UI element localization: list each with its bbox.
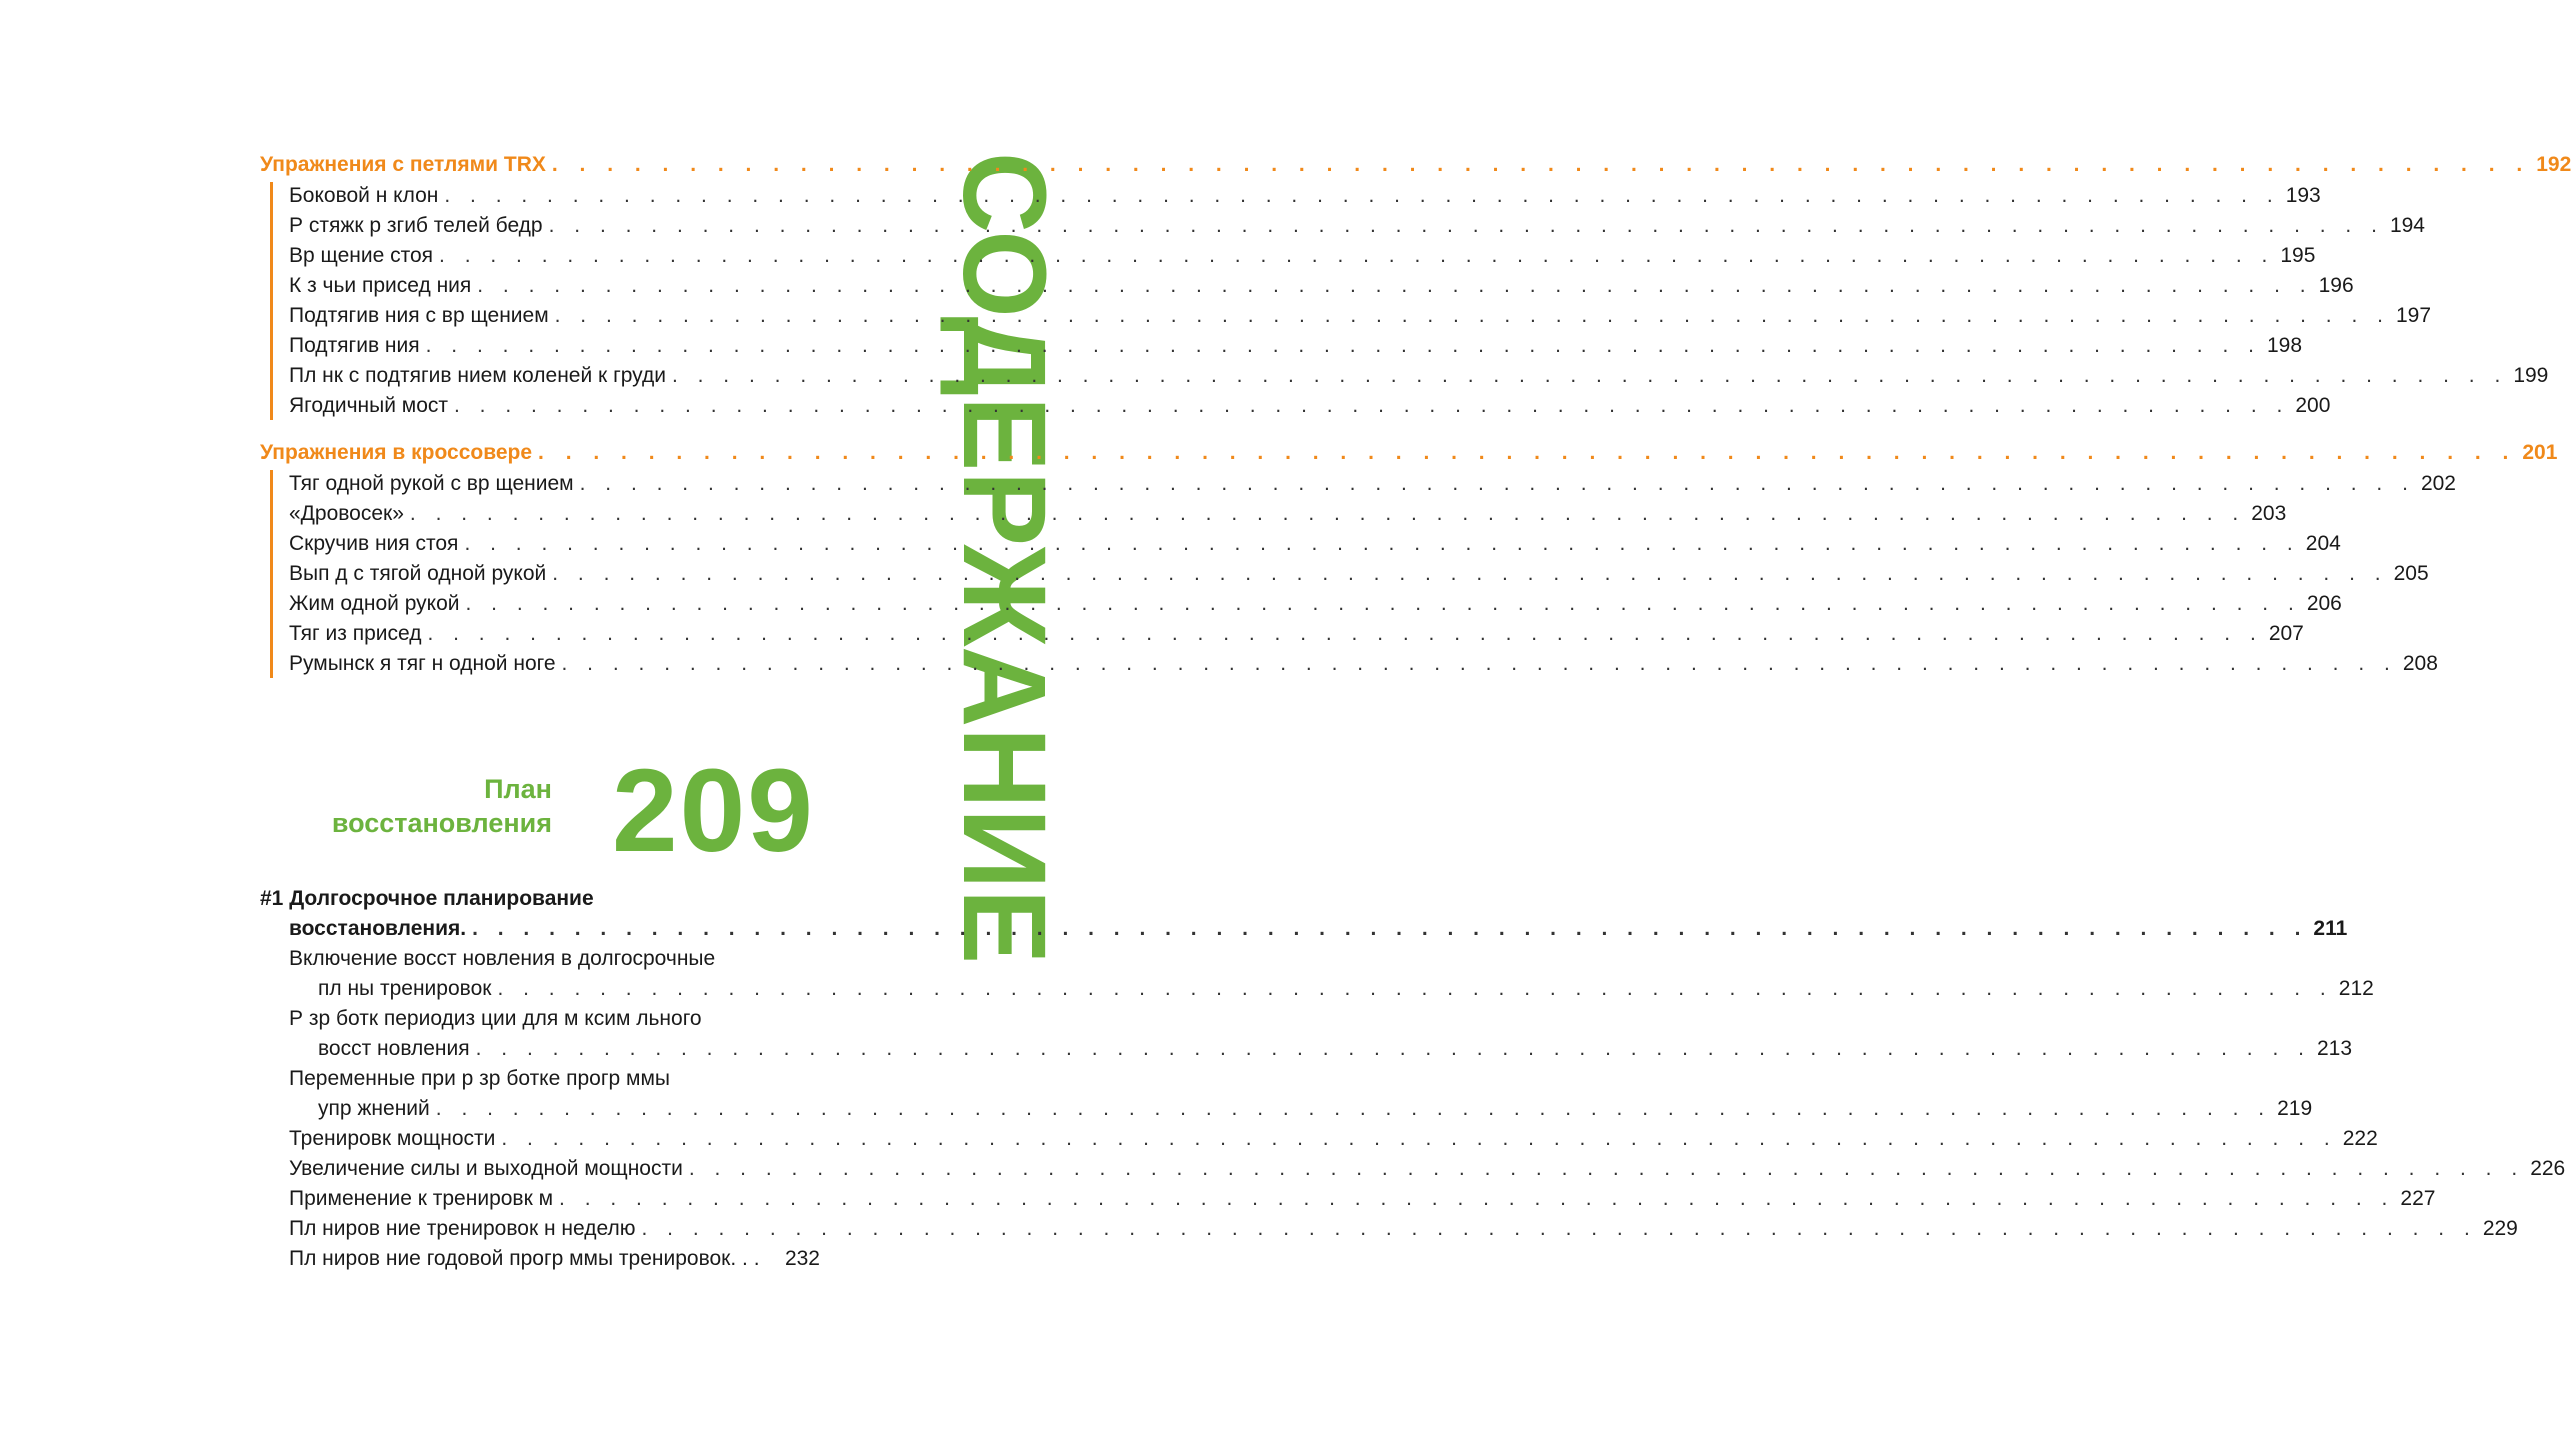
toc-entry[interactable]	[318, 1094, 2313, 1124]
entry-label: Боковой н клон	[289, 184, 439, 207]
entry-label: Скручив ния стоя	[289, 532, 459, 555]
entry-page: 193	[2285, 184, 2321, 207]
toc-entry[interactable]	[289, 331, 2303, 361]
entry-label: «Дровосек»	[289, 502, 404, 525]
dot-leader	[427, 619, 2262, 649]
entry-label-line1[interactable]: Включение восст новления в долгосрочные	[289, 947, 716, 970]
dot-leader	[559, 1184, 2394, 1214]
section2-bar	[270, 470, 273, 678]
dot-leader	[410, 499, 2245, 529]
entry-page: 232	[784, 1247, 820, 1270]
toc-entry[interactable]	[289, 1214, 2518, 1244]
entry-page: 222	[2342, 1127, 2378, 1150]
entry-page: 205	[2393, 562, 2429, 585]
dot-leader	[689, 1154, 2524, 1184]
section2-title: Упражнения в кроссовере	[260, 441, 533, 464]
section1-bar	[270, 182, 273, 420]
dot-leader	[497, 974, 2332, 1004]
section1-title: Упражнения с петлями TRX	[260, 153, 546, 176]
dot-leader	[444, 181, 2279, 211]
toc-entry[interactable]	[289, 529, 2341, 559]
toc-entry[interactable]	[289, 589, 2342, 619]
section1-page: 192	[2536, 153, 2571, 176]
dot-leader	[552, 150, 2530, 180]
entry-page: 212	[2338, 977, 2374, 1000]
section2-heading[interactable]	[260, 438, 2558, 468]
toc-entry[interactable]	[289, 271, 2354, 301]
part-number: 209	[612, 745, 815, 877]
entry-page: 219	[2277, 1097, 2313, 1120]
chapter1-heading[interactable]	[289, 914, 2348, 944]
toc-entry[interactable]	[289, 1124, 2378, 1154]
toc-entry[interactable]	[289, 619, 2304, 649]
dot-leader	[439, 241, 2274, 271]
side-title-text: СОДЕРЖАНИЕ	[938, 152, 1070, 1006]
dot-leader	[538, 438, 2516, 468]
entry-label: Подтягив ния с вр щением	[289, 304, 549, 327]
entry-page: 227	[2400, 1187, 2436, 1210]
dot-leader	[476, 1034, 2311, 1064]
entry-label: Румынск я тяг н одной ноге	[289, 652, 556, 675]
entry-label: Пл ниров ние тренировок н неделю	[289, 1217, 636, 1240]
dot-leader	[562, 649, 2397, 679]
entry-label: Применение к тренировк м	[289, 1187, 554, 1210]
entry-page: 213	[2316, 1037, 2353, 1060]
dot-leader	[465, 589, 2300, 619]
entry-label-line1[interactable]: Переменные при р зр ботке прогр ммы	[289, 1067, 670, 1090]
entry-label: Тяг одной рукой с вр щением	[289, 472, 574, 495]
entry-page: 208	[2402, 652, 2438, 675]
toc-entry[interactable]	[289, 181, 2321, 211]
dot-leader	[501, 1124, 2336, 1154]
dot-leader	[549, 211, 2384, 241]
part-title-line1: План	[484, 774, 552, 804]
toc-entry[interactable]	[289, 499, 2287, 529]
toc-entry[interactable]	[318, 1034, 2353, 1064]
dot-leader	[580, 469, 2415, 499]
chapter1-title-line1[interactable]: #1 Долгосрочное планирование	[260, 887, 594, 910]
entry-label: Жим одной рукой	[289, 592, 460, 615]
part-title-line2: восстановления	[331, 808, 552, 838]
dot-leader	[641, 1214, 2476, 1244]
toc-entry[interactable]	[289, 1244, 820, 1274]
toc-entry[interactable]	[289, 559, 2429, 589]
chapter1-title-line2: восстановления.	[289, 917, 467, 940]
entry-page: 194	[2389, 214, 2425, 237]
entry-page: 226	[2530, 1157, 2566, 1180]
entry-label: Ягодичный мост	[289, 394, 448, 417]
dot-leader	[555, 301, 2390, 331]
toc-entry[interactable]	[289, 649, 2438, 679]
entry-page: 195	[2280, 244, 2316, 267]
entry-page: 199	[2513, 364, 2549, 387]
entry-label: Вр щение стоя	[289, 244, 434, 267]
dot-leader	[426, 331, 2261, 361]
entry-label: Подтягив ния	[289, 334, 420, 357]
entry-label-line2: упр жнений	[318, 1097, 430, 1120]
entry-page: 206	[2306, 592, 2342, 615]
entry-page: 203	[2251, 502, 2287, 525]
section1-heading[interactable]	[260, 150, 2571, 180]
entry-page: 207	[2268, 622, 2304, 645]
entry-label-line2: восст новления	[318, 1037, 470, 1060]
entry-page: 229	[2482, 1217, 2518, 1240]
chapter1-page: 211	[2313, 917, 2348, 940]
dot-leader	[436, 1094, 2271, 1124]
entry-label-line1[interactable]: Р зр ботк периодиз ции для м ксим льного	[289, 1007, 702, 1030]
entry-page: 198	[2266, 334, 2303, 357]
toc-entry[interactable]	[318, 974, 2374, 1004]
toc-entry[interactable]	[289, 241, 2316, 271]
entry-label: Пл ниров ние годовой прогр ммы тренировок. . .	[289, 1247, 760, 1270]
entry-label: Тяг из присед	[289, 622, 422, 645]
part-title	[250, 772, 552, 840]
dot-leader	[464, 529, 2299, 559]
entry-label: Тренировк мощности	[289, 1127, 496, 1150]
entry-page: 200	[2295, 394, 2331, 417]
entry-label: Пл нк с подтягив нием коленей к груди	[289, 364, 666, 387]
entry-label: Увеличение силы и выходной мощности	[289, 1157, 683, 1180]
entry-page: 202	[2420, 472, 2456, 495]
dot-leader	[454, 391, 2289, 421]
entry-page: 204	[2305, 532, 2341, 555]
entry-page: 197	[2395, 304, 2432, 327]
entry-label: Вып д с тягой одной рукой	[289, 562, 547, 585]
toc-entry[interactable]	[289, 391, 2331, 421]
section2-page: 201	[2522, 441, 2558, 464]
dot-leader	[477, 271, 2312, 301]
toc-entry[interactable]	[289, 469, 2456, 499]
dot-leader	[552, 559, 2387, 589]
toc-entry[interactable]	[289, 361, 2549, 391]
entry-page: 196	[2318, 274, 2354, 297]
toc-entry[interactable]	[289, 1184, 2436, 1214]
toc-entry[interactable]	[289, 1154, 2566, 1184]
dot-leader	[472, 914, 2307, 944]
entry-label: К з чьи присед ния	[289, 274, 472, 297]
toc-entry[interactable]	[289, 301, 2432, 331]
entry-label-line2: пл ны тренировок	[318, 977, 492, 1000]
entry-label: Р стяжк р згиб телей бедр	[289, 214, 543, 237]
toc-entry[interactable]	[289, 211, 2425, 241]
dot-leader	[672, 361, 2507, 391]
